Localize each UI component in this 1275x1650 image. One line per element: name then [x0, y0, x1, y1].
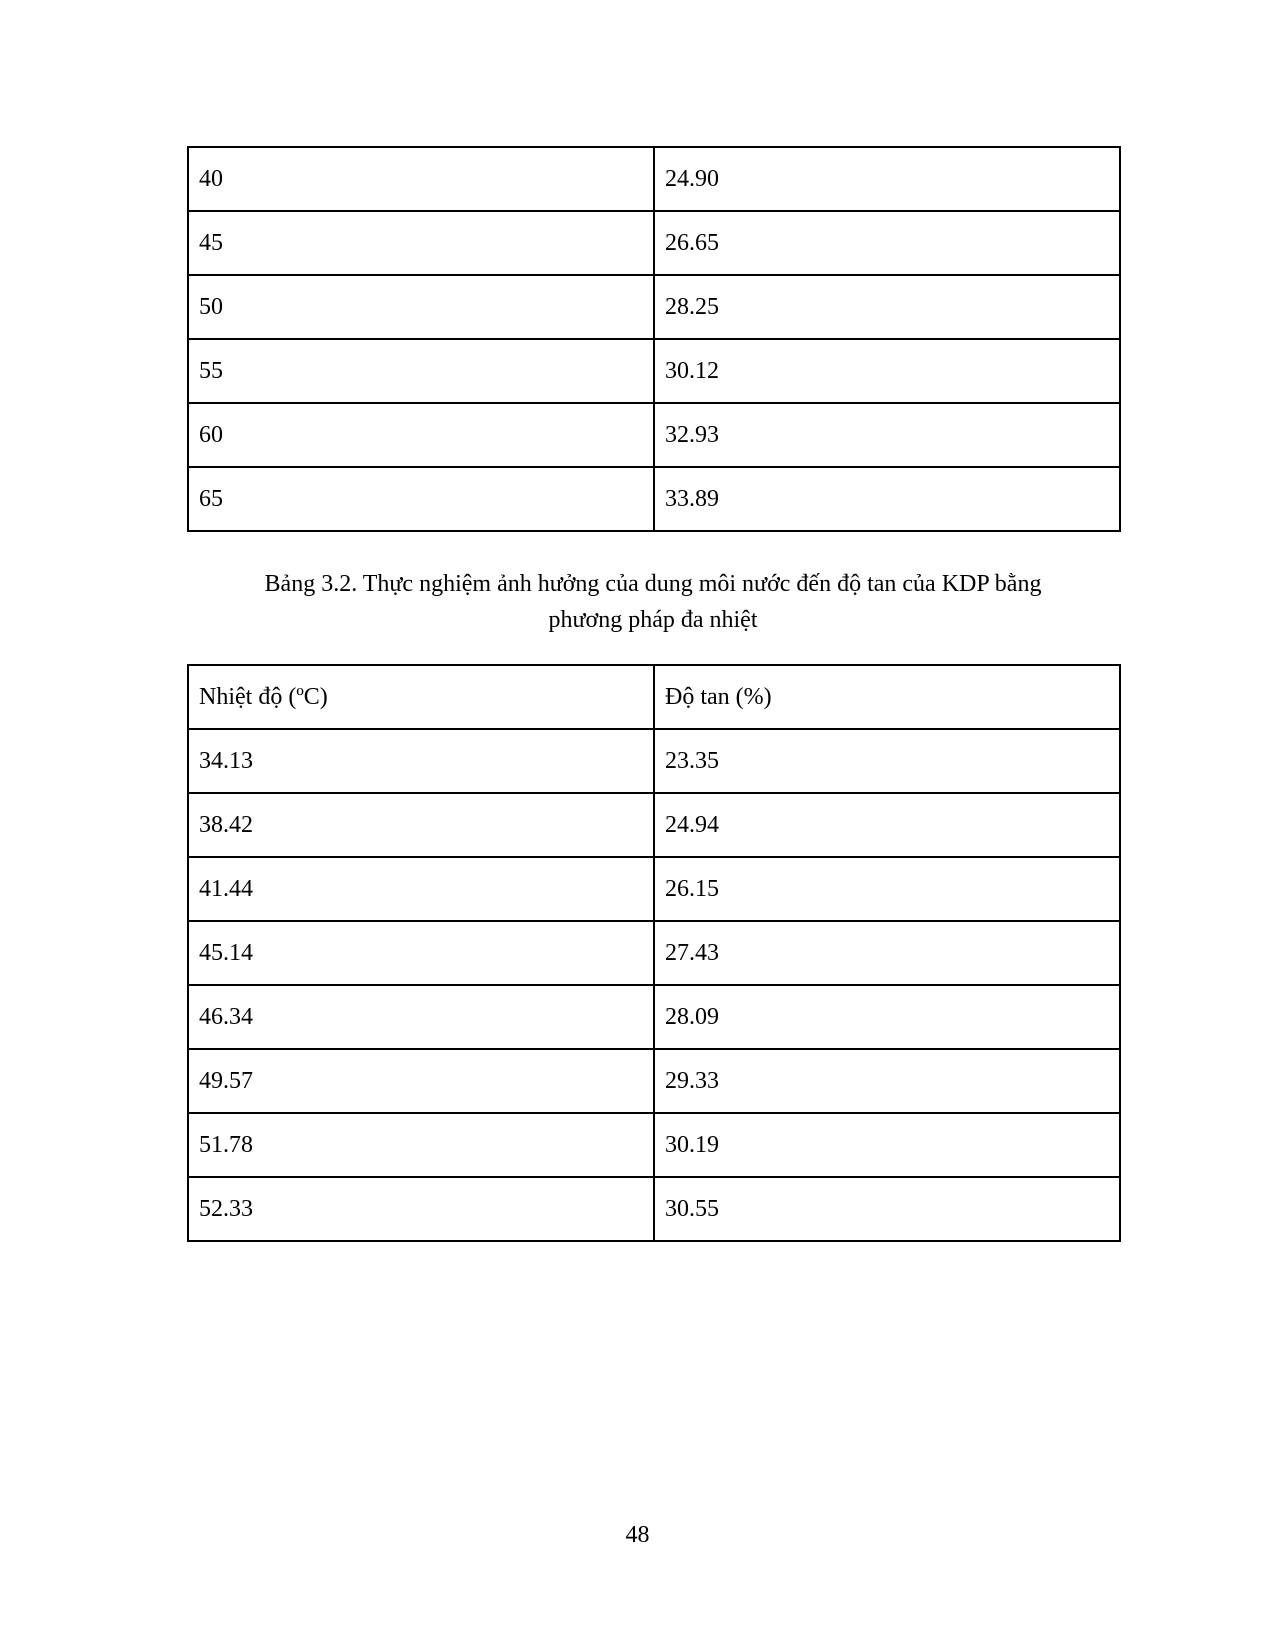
table-cell-solubility: 24.94: [654, 793, 1120, 857]
table-row: [188, 985, 1120, 1049]
header-solubility: Độ tan (%): [654, 665, 1120, 729]
table-row: [188, 147, 1120, 211]
table-row: [188, 793, 1120, 857]
table-cell-temperature: 49.57: [188, 1049, 654, 1113]
table-cell-solubility: 27.43: [654, 921, 1120, 985]
table-cell-solubility: 30.55: [654, 1177, 1120, 1241]
table-cell-solubility: 26.65: [654, 211, 1120, 275]
header-temperature: Nhiệt độ (ºC): [188, 665, 654, 729]
table-row: [188, 921, 1120, 985]
table-cell-temperature: 40: [188, 147, 654, 211]
table-cell-temperature: 45.14: [188, 921, 654, 985]
table-cell-solubility: 24.90: [654, 147, 1120, 211]
table-cell-solubility: 33.89: [654, 467, 1120, 531]
table-header-row: [188, 665, 1120, 729]
caption-line-2: phương pháp đa nhiệt: [548, 607, 758, 633]
table-row: [188, 467, 1120, 531]
table-cell-temperature: 60: [188, 403, 654, 467]
table-cell-solubility: 30.19: [654, 1113, 1120, 1177]
table-cell-temperature: 52.33: [188, 1177, 654, 1241]
data-table-continued: [187, 146, 1121, 532]
table-cell-temperature: 41.44: [188, 857, 654, 921]
table-cell-solubility: 23.35: [654, 729, 1120, 793]
table-cell-solubility: 29.33: [654, 1049, 1120, 1113]
table-cell-solubility: 32.93: [654, 403, 1120, 467]
caption-line-1: Bảng 3.2. Thực nghiệm ảnh hưởng của dung môi nước đến độ tan của KDP bằng: [264, 571, 1042, 597]
table-row: [188, 1177, 1120, 1241]
table-row: [188, 403, 1120, 467]
table-row: [188, 339, 1120, 403]
table-cell-temperature: 46.34: [188, 985, 654, 1049]
solubility-table: [187, 664, 1121, 1242]
table-row: [188, 275, 1120, 339]
table-cell-solubility: 26.15: [654, 857, 1120, 921]
table-cell-solubility: 30.12: [654, 339, 1120, 403]
table-cell-temperature: 38.42: [188, 793, 654, 857]
table-cell-solubility: 28.09: [654, 985, 1120, 1049]
table-row: [188, 729, 1120, 793]
table-row: [188, 211, 1120, 275]
table-row: [188, 857, 1120, 921]
table-cell-temperature: 51.78: [188, 1113, 654, 1177]
page-number: 48: [625, 1522, 650, 1548]
table-cell-temperature: 45: [188, 211, 654, 275]
table-cell-temperature: 65: [188, 467, 654, 531]
table-cell-temperature: 34.13: [188, 729, 654, 793]
table-cell-solubility: 28.25: [654, 275, 1120, 339]
table-row: [188, 1049, 1120, 1113]
table-cell-temperature: 50: [188, 275, 654, 339]
table-row: [188, 1113, 1120, 1177]
table-cell-temperature: 55: [188, 339, 654, 403]
table-caption: [187, 566, 1119, 638]
